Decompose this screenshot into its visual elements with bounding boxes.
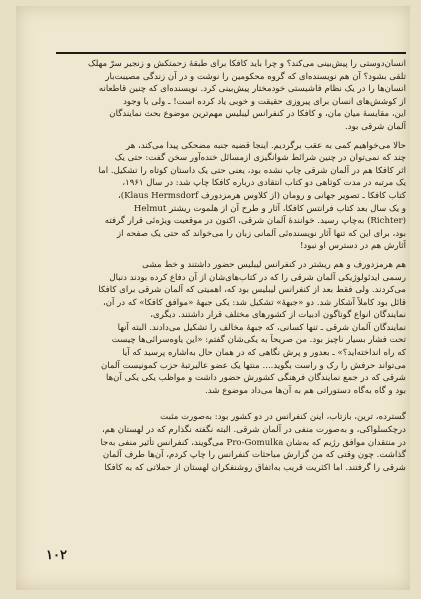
text-line: نمایندگان آلمان شرقی ـ تنها کسانی، که جبههٔ مخالف را تشکیل می‌دادند. البته آنها xyxy=(117,322,406,333)
text-line: و یک سال بعد کتاب فرانتس کافکا، آثار و طرح آن از هلموت ریشتر Helmut xyxy=(133,203,406,214)
paragraph xyxy=(56,140,406,253)
text-line: می‌تواند حرفش را رک و راست بگوید.... منتها یک عضو عالیرتبهٔ حزب کمونیست آلمان xyxy=(100,360,406,371)
text-line: چند که نمی‌توان در چنین شرائط شوانگیزی ازمسائل خنده‌آور سخن گفت: حتی یک xyxy=(114,153,406,164)
paragraph xyxy=(56,259,406,398)
paragraph xyxy=(56,58,406,134)
text-line: گسترده، ترین، بازتاب، اینن کنفرانس در دو کشور بود: به‌صورت مثبت xyxy=(160,412,406,423)
text-line: (Richter) به‌چاپ رسید. خوانندهٔ آلمان شرقی، اکنون در موقعیت ویژه‌ئی قرار گرفته xyxy=(104,216,406,227)
book-page xyxy=(16,6,410,590)
text-line: قائل بود کاملاً آشکار شد. دو «جبههٔ» تشکیل شد: یکی جبههٔ «موافق کافکا» که در آن، xyxy=(102,297,406,308)
text-line: آلمان شرقی بود. xyxy=(345,121,406,132)
paragraph xyxy=(56,411,406,474)
text-line: انسان‌ها را در یک نظام فاشیستی خودمختار پیش‌بینی کرد. نویسنده‌ای که چنین قاطعانه xyxy=(98,84,406,95)
text-line: یک مرتبه در مدت کوتاهی دو کتاب انتقادی درباره کافکا چاپ شد: در سال ۱۹۶۱، xyxy=(122,178,406,189)
text-line: در منتقدان موافق رژیم که به‌شان Pro-Gomulka می‌گویند، کنفرانس تأثیر منفی به‌جا xyxy=(100,437,406,448)
text-line: کتاب کافکا ـ تصویر جهانی و رومان (از کلاوس هرمزدورف Klaus Hermsdorf)، xyxy=(118,190,406,201)
text-line: شرقی که در جمع نمایندگان فرهنگی کشورش حضور داشت و مواظب یکی یکی آن‌ها xyxy=(106,373,406,384)
text-line: بود و گاه به‌گاه دستوراتی هم به آن‌ها می‌داد موضوع شد. xyxy=(205,385,406,396)
text-line: این، مقایسهٔ میان مان، و کافکا در کنفرانس لیبلیس مهم‌ترین موضوع بحث نمایندگان xyxy=(109,109,406,120)
text-line: حالا می‌خواهیم کمی به عقب برگردیم. اینجا قضیه جنبه مضحکی پیدا می‌کند، هر xyxy=(126,140,406,151)
text-line: که راه انداخته‌اید؟» ـ بعدور و پرش نگاهی که در همان حال به‌اشاره پرسید که آیا xyxy=(122,348,406,359)
text-line: گذاشت. چون وقتی که من گزارش مباحثات کنفرانس را چاپ کردم، آن‌ها طرف آلمان xyxy=(102,450,406,461)
text-line: درچکسلواکی، و به‌صورت منفی در آلمان شرقی. البته نگفته نگذارم که در لهستان هم، xyxy=(101,425,406,436)
text-line: رسمی ایدئولوژیکی آلمان شرقی را که در کتاب‌های‌شان از آن دفاع کرده بودند دنبال xyxy=(109,272,406,283)
text-line: هم هرمزدورف و هم ریشتر در کنفرانس لیبلیس حضور داشتند و خط مشی xyxy=(142,259,406,270)
header-rule xyxy=(56,52,406,54)
page-number: ۱۰۲ xyxy=(46,548,67,563)
text-line: تحت فشار بسیار ناچیز بود. من صریحاً به یکی‌شان گفتم: «این یاوه‌سرائی‌ها چیست xyxy=(111,335,406,346)
text-line: انسان‌دوستی را پیش‌بینی می‌کند؟ و چرا باید کافکا برای طبقهٔ زحمتکش و زنجیر سرّ مهلک xyxy=(88,59,406,69)
page-text xyxy=(56,58,406,480)
text-line: شرقی را گرفتند. اما اکثریت قریب به‌اتفاق روشنفکران لهستان از حملاتی که به کافکا xyxy=(104,462,406,473)
text-line: نمایندگان انواع گوناگون ادبیات از کشورهای مختلف قرار داشتند. دیگری، xyxy=(150,310,406,321)
text-line: اثر کافکا هم در آلمان شرقی چاپ نشده بود، یعنی حتی یک داستان کوتاه را تشکیل. اما xyxy=(98,165,406,176)
text-line: آثارش هم در دسترس او نبود! xyxy=(299,241,406,252)
text-line: تلقی بشود؟ آن هم نویسنده‌ای که گروه محکومین را نوشت و در آن زندگی مصیبت‌بار xyxy=(105,71,406,82)
text-line: می‌کردند. ولی فقط بعد از کنفرانس لیبلیس بود که، اهمیتی که آلمان شرقی برای کافکا xyxy=(98,285,406,296)
text-line: از کوشش‌های انسان برای پیروزی حقیقت و خوبی یاد کرده است! ـ ولی با وجود xyxy=(123,96,406,107)
text-line: بود، برای این که تنها آثار نویسنده‌ئی آلمانی زبان را می‌خواند که حتی یک صفحه از xyxy=(117,228,406,239)
